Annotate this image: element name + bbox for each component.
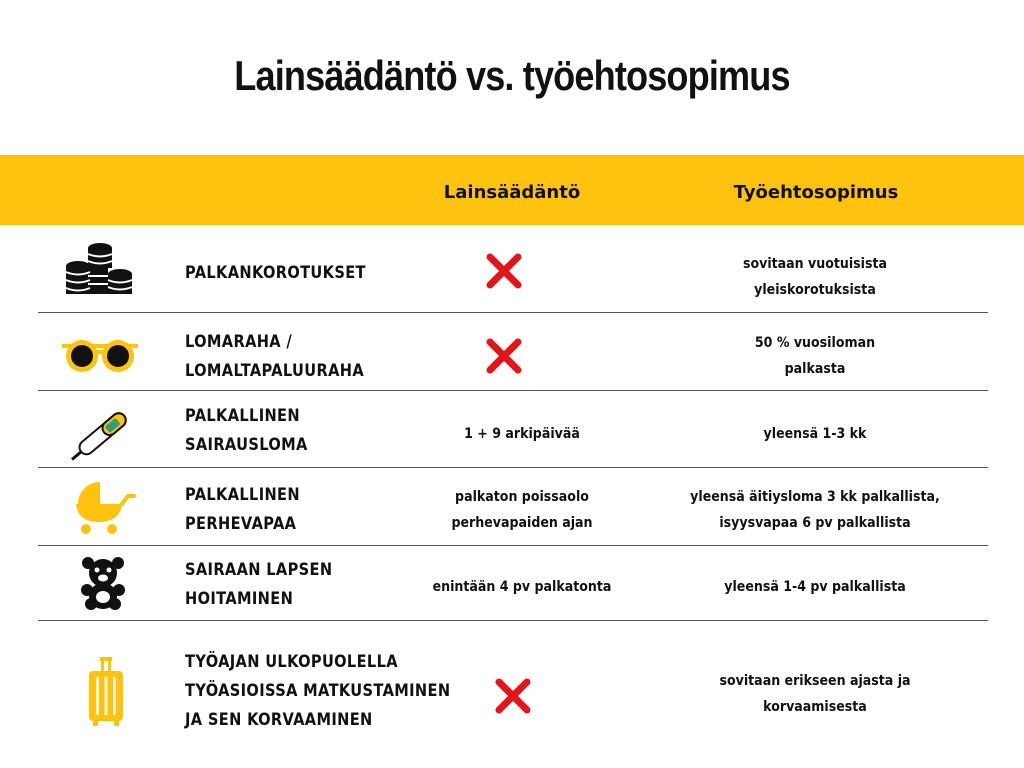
sunglasses-icon xyxy=(60,336,140,381)
row-divider xyxy=(38,620,988,621)
row-divider xyxy=(38,312,988,313)
table-cell-legislation: 1 + 9 arkipäivää xyxy=(464,426,580,442)
table-cell-agreement: yleensä äitiysloma 3 kk palkallista, isyysvapaa 6 pv palkallista xyxy=(690,489,940,531)
table-cell-agreement: yleensä 1-4 pv palkallista xyxy=(724,579,906,595)
row-label: TYÖAJAN ULKOPUOLELLA TYÖASIOISSA MATKUSTAMINEN JA SEN KORVAAMINEN xyxy=(185,652,451,730)
column-header-legislation: Lainsäädäntö xyxy=(443,182,581,203)
table-cell-agreement: sovitaan erikseen ajasta ja korvaamisesta xyxy=(719,673,911,715)
page-title: Lainsäädäntö vs. työehtosopimus xyxy=(234,52,790,99)
row-divider xyxy=(38,390,988,391)
row-label: SAIRAAN LAPSEN HOITAMINEN xyxy=(185,560,333,609)
row-label: PALKALLINEN PERHEVAPAA xyxy=(185,485,300,534)
teddy-bear-icon xyxy=(80,556,126,615)
row-label: PALKALLINEN SAIRAUSLOMA xyxy=(185,406,308,455)
thermometer-icon xyxy=(70,405,134,466)
table-cell-agreement: 50 % vuosiloman palkasta xyxy=(754,335,876,377)
cross-icon xyxy=(494,677,532,720)
table-cell-legislation: palkaton poissaolo perhevapaiden ajan xyxy=(451,489,593,531)
row-divider xyxy=(38,467,988,468)
table-cell-agreement: sovitaan vuotuisista yleiskorotuksista xyxy=(742,256,888,298)
table-cell-agreement: yleensä 1-3 kk xyxy=(763,426,867,442)
cross-icon xyxy=(485,252,523,295)
suitcase-icon xyxy=(86,655,126,732)
stroller-icon xyxy=(72,478,138,541)
column-header-collective-agreement: Työehtosopimus xyxy=(733,182,899,203)
coins-icon xyxy=(64,240,136,305)
row-divider xyxy=(38,545,988,546)
row-label: PALKANKOROTUKSET xyxy=(185,263,366,283)
cross-icon xyxy=(485,337,523,380)
table-cell-legislation: enintään 4 pv palkatonta xyxy=(432,579,612,595)
row-label: LOMARAHA / LOMALTAPALUURAHA xyxy=(185,332,365,381)
